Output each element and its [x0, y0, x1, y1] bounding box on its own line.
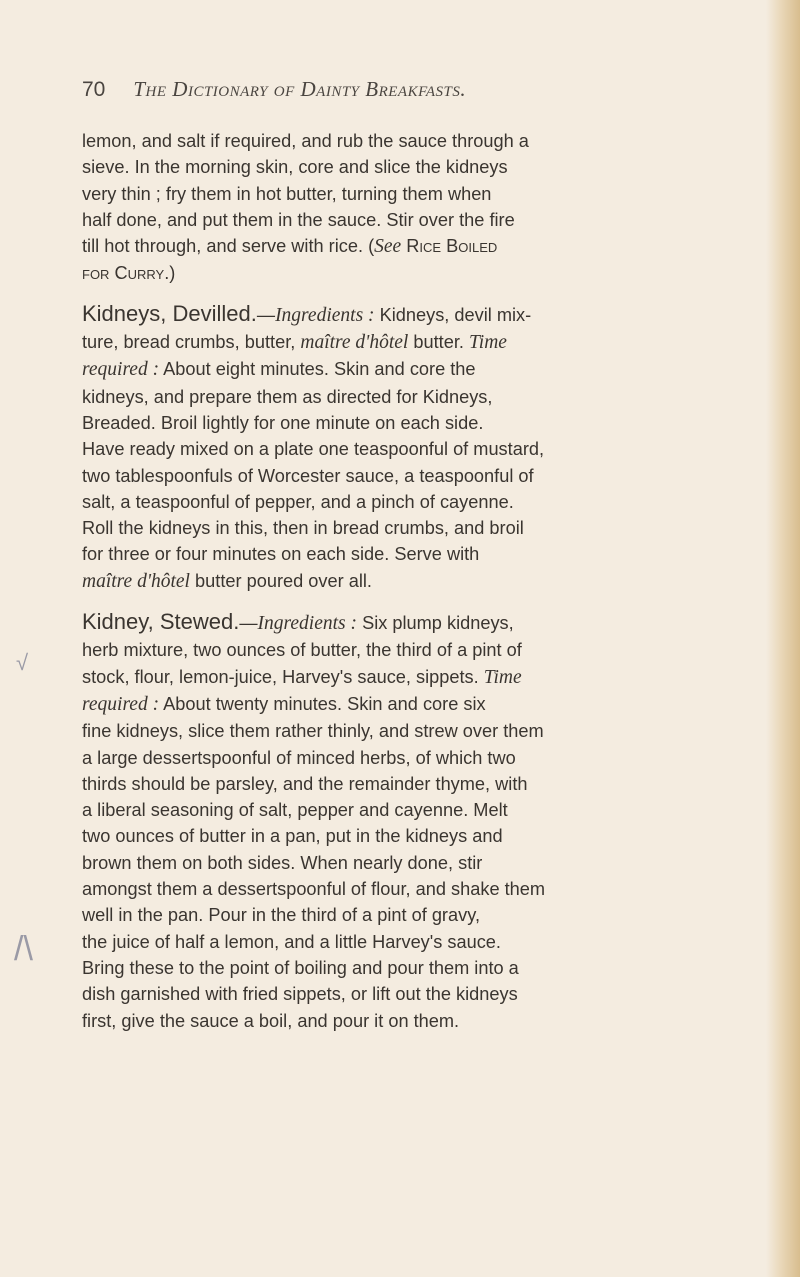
entry-heading: Kidney, Stewed. — [82, 609, 240, 635]
running-header — [82, 72, 722, 106]
time-label: Time — [483, 666, 522, 688]
entry-heading: Kidneys, Devilled. — [82, 300, 257, 326]
text-line: kidneys, and prepare them as directed for Kidneys, — [82, 386, 493, 407]
text-line: a liberal seasoning of salt, pepper and cayenne. Melt — [82, 800, 508, 821]
text-line: salt, a teaspoonful of pepper, and a pinch of cayenne. — [82, 491, 514, 512]
ingredients-label: Ingredients : — [275, 304, 375, 326]
text-line: two tablespoonfuls of Worcester sauce, a teaspoonful of — [82, 465, 534, 486]
running-title: The Dictionary of Dainty Breakfasts. — [133, 77, 467, 101]
text-line: Bring these to the point of boiling and pour them into a — [82, 957, 519, 978]
text-line: dish garnished with fried sippets, or lift out the kidneys — [82, 984, 518, 1005]
see-reference: See — [374, 236, 402, 258]
entry-kidneys-devilled: Kidneys, Devilled.—Ingredients : Kidneys, devil mix- ture, bread crumbs, butter, maître d'hôtel butter. Time required : About eight minutes. Skin and core the kidneys, and prepare them as directed for Kidneys, Breaded. Broil lightly for one minute on each side. Have ready mixed on a plate one teaspoonful of mustard, two tablespoonfuls of Worcester sauce, a teaspoonful of salt, a teaspoonful of pepper, and a pinch of cayenne. Roll the kidneys in this, then in bread crumbs, and broil for three or four minutes on each side. Serve with maître d'hôtel butter poured over all. — [82, 301, 722, 595]
book-page — [82, 72, 722, 1034]
text-line: the juice of half a lemon, and a little Harvey's sauce. — [82, 931, 501, 952]
text-line: amongst them a dessertspoonful of flour, and shake them — [82, 879, 546, 900]
cross-reference-cont: for Curry.) — [82, 263, 176, 284]
pencil-mark-check: √ — [16, 650, 29, 675]
pencil-mark-bracket: /\ — [14, 930, 33, 968]
text-line: very thin ; fry them in hot butter, turning them when — [82, 183, 492, 204]
text-line: a large dessertspoonful of minced herbs, of which two — [82, 747, 516, 768]
text-line: for three or four minutes on each side. Serve with — [82, 544, 480, 565]
text-line: herb mixture, two ounces of butter, the third of a pint of — [82, 640, 522, 661]
page-edge-discoloration — [766, 0, 800, 1277]
text-line: half done, and put them in the sauce. Stir over the fire — [82, 209, 515, 230]
continued-entry — [82, 128, 722, 287]
page-number: 70 — [82, 78, 106, 101]
text-line: till hot through, and serve with rice. (See Rice Boiled — [82, 236, 498, 258]
ingredients-label: Ingredients : — [257, 613, 358, 635]
text-line: well in the pan. Pour in the third of a pint of gravy, — [82, 905, 480, 926]
cross-reference: Rice Boiled — [406, 236, 498, 257]
text-line: lemon, and salt if required, and rub the sauce through a — [82, 131, 529, 151]
text-line: fine kidneys, slice them rather thinly, and strew over them — [82, 721, 544, 742]
time-label: Time — [469, 332, 507, 354]
text-line: Roll the kidneys in this, then in bread crumbs, and broil — [82, 518, 524, 539]
entry-kidney-stewed: Kidney, Stewed.—Ingredients : Six plump kidneys, herb mixture, two ounces of butter, the third of a pint of stock, flour, lemon-juice, Harvey's sauce, sippets. Time required : About twenty minutes. Skin and core six fine kidneys, slice them rather thinly, and strew over them a large dessertspoonful of minced herbs, of which two thirds should be parsley, and the remainder thyme, with a liberal seasoning of salt, pepper and cayenne. Melt two ounces of butter in a pan, put in the kidneys and brown them on both sides. When nearly done, stir amongst them a dessertspoonful of flour, and shake them well in the pan. Pour in the third of a pint of gravy, the juice of half a lemon, and a little Harvey's sauce. Bring these to the point of boiling and pour them into a dish garnished with fried sippets, or lift out the kidneys first, give the sauce a boil, and pour it on them. — [82, 609, 722, 1034]
text-line: Breaded. Broil lightly for one minute on each side. — [82, 412, 484, 433]
text-line: sieve. In the morning skin, core and slice the kidneys — [82, 157, 508, 178]
text-line: Have ready mixed on a plate one teaspoonful of mustard, — [82, 439, 545, 460]
text-line: thirds should be parsley, and the remainder thyme, with — [82, 773, 528, 794]
text-line: two ounces of butter in a pan, put in the kidneys and — [82, 826, 503, 847]
text-line: brown them on both sides. When nearly done, stir — [82, 852, 483, 873]
text-line: first, give the sauce a boil, and pour it on them. — [82, 1010, 460, 1031]
